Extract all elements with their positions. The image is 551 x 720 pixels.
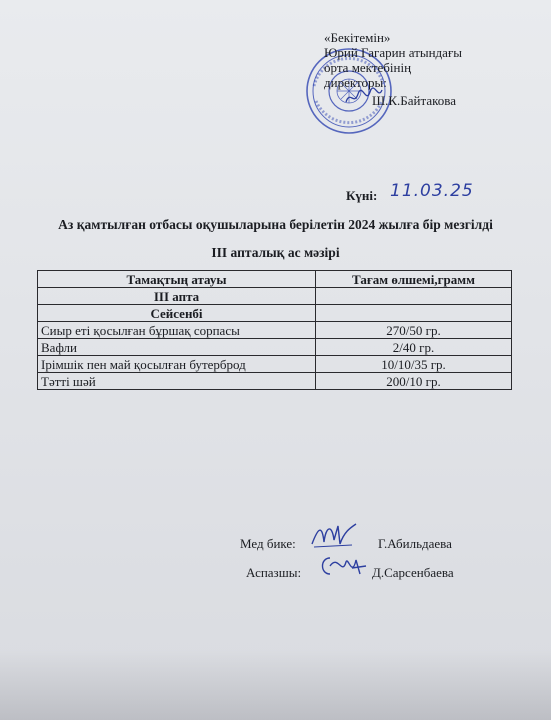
date-value: 11.03.25 xyxy=(390,181,474,201)
approval-school: Юрий Гагарин атындағы xyxy=(324,45,463,60)
day-empty-cell xyxy=(316,305,512,322)
table-row xyxy=(38,373,512,390)
approval-heading: «Бекітемін» xyxy=(324,30,391,45)
week-row xyxy=(38,288,512,305)
menu-table xyxy=(37,270,512,390)
dish-portion: 200/10 гр. xyxy=(316,373,512,390)
approval-school-type: орта мектебінің xyxy=(324,60,412,75)
approval-director-name: Ш.К.Байтакова xyxy=(372,93,456,108)
document-subtitle: III апталық ас мәзірі xyxy=(211,245,340,260)
dish-portion: 270/50 гр. xyxy=(316,322,512,339)
dish-name: Ірімшік пен май қосылған бутерброд xyxy=(38,356,316,373)
week-label: III апта xyxy=(38,288,316,305)
approval-position: директоры: xyxy=(324,75,387,90)
dish-name: Сиыр еті қосылған бұршақ сорпасы xyxy=(38,322,316,339)
column-header-portion: Тағам өлшемі,грамм xyxy=(316,271,512,288)
day-label: Сейсенбі xyxy=(38,305,316,322)
dish-portion: 10/10/35 гр. xyxy=(316,356,512,373)
photo-shadow xyxy=(0,650,551,720)
cook-label: Аспазшы: xyxy=(246,565,302,580)
table-row xyxy=(38,356,512,373)
column-header-dish: Тамақтың атауы xyxy=(38,271,316,288)
dish-portion: 2/40 гр. xyxy=(316,339,512,356)
nurse-name: Г.Абильдаева xyxy=(378,536,452,551)
nurse-label: Мед бике: xyxy=(240,536,296,551)
nurse-signature xyxy=(308,518,362,552)
dish-name: Тәтті шәй xyxy=(38,373,316,390)
dish-name: Вафли xyxy=(38,339,316,356)
director-signature xyxy=(344,86,384,108)
table-header-row xyxy=(38,271,512,288)
day-row xyxy=(38,305,512,322)
table-row xyxy=(38,339,512,356)
document-title: Аз қамтылған отбасы оқушыларына берілетін 2024 жылға бір мезгілді xyxy=(58,217,493,232)
cook-signature xyxy=(316,548,368,584)
week-empty-cell xyxy=(316,288,512,305)
date-label: Күні: xyxy=(346,188,378,203)
table-row xyxy=(38,322,512,339)
cook-name: Д.Сарсенбаева xyxy=(372,565,454,580)
